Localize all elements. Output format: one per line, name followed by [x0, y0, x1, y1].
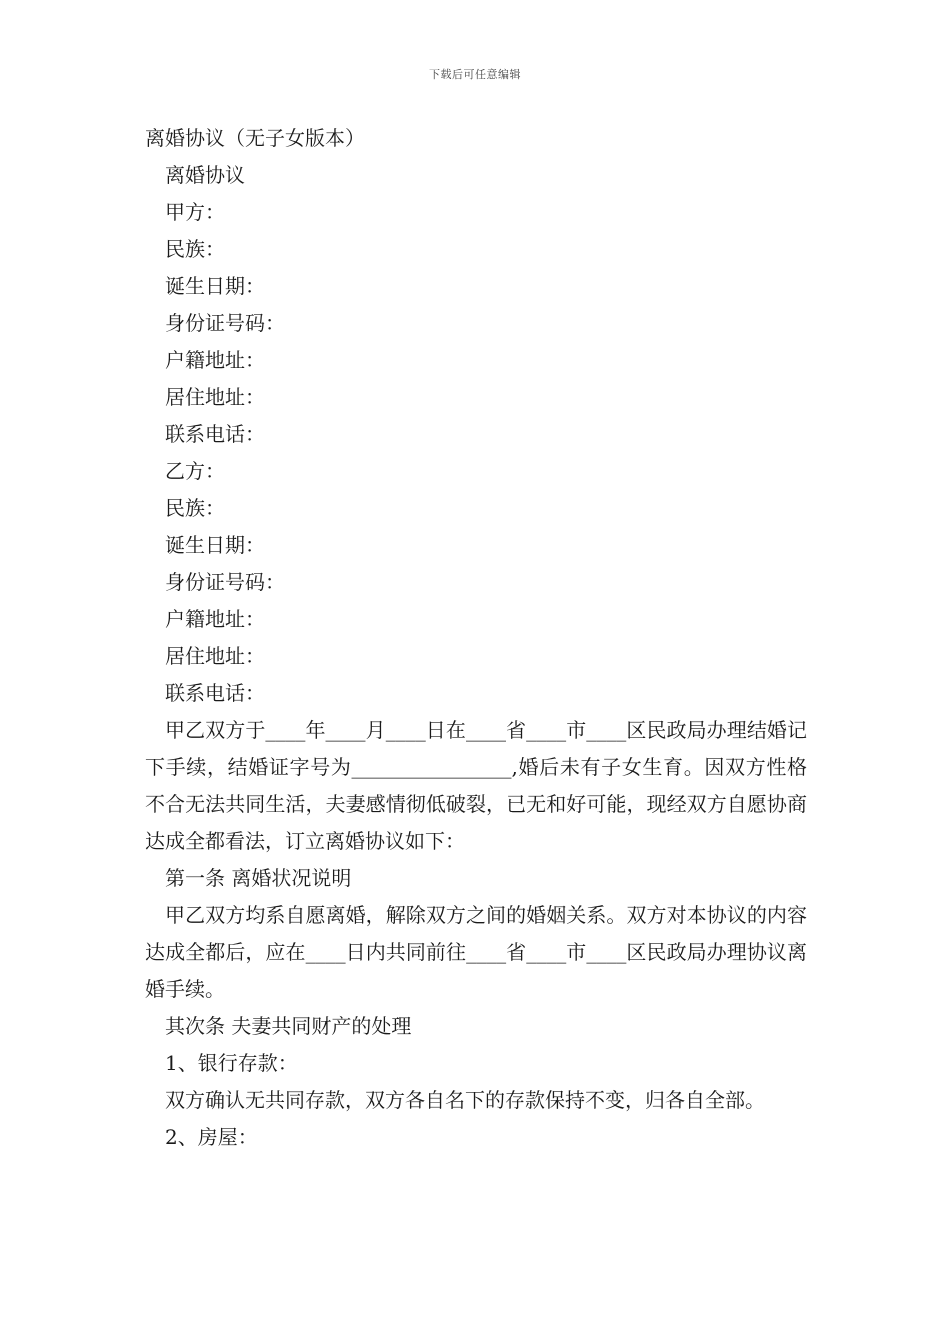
agreement-heading: 离婚协议	[165, 163, 245, 187]
party-a-label: 甲方：	[165, 200, 225, 224]
document-title: 离婚协议（无子女版本）	[145, 126, 365, 150]
party-a-id-number: 身份证号码：	[165, 311, 285, 335]
party-a-residence-address: 居住地址：	[165, 385, 265, 409]
party-b-phone: 联系电话：	[165, 681, 265, 705]
article-1-body: 甲乙双方均系自愿离婚，解除双方之间的婚姻关系。双方对本协议的内容达成全都后，应在____日内共同前往____省____市____区民政局办理协议离婚手续。	[145, 903, 807, 1001]
party-b-residence-address: 居住地址：	[165, 644, 265, 668]
party-a-ethnicity: 民族：	[165, 237, 225, 261]
party-b-household-address: 户籍地址：	[165, 607, 265, 631]
header-note: 下载后可任意编辑	[429, 68, 521, 81]
article-2-item-2-heading: 2、房屋：	[165, 1125, 258, 1149]
party-b-birthdate: 诞生日期：	[165, 533, 265, 557]
article-1-heading: 第一条 离婚状况说明	[165, 866, 352, 890]
party-b-ethnicity: 民族：	[165, 496, 225, 520]
party-b-label: 乙方：	[165, 459, 225, 483]
party-a-birthdate: 诞生日期：	[165, 274, 265, 298]
article-2-item-1-heading: 1、银行存款：	[165, 1051, 298, 1075]
party-a-household-address: 户籍地址：	[165, 348, 265, 372]
intro-paragraph: 甲乙双方于____年____月____日在____省____市____区民政局办理结婚记下手续，结婚证字号为________________,婚后未有子女生育。因双方性格不合无法共同生活，夫妻感情彻低破裂，已无和好可能，现经双方自愿协商达成全都看法，订立离婚协议如下：	[145, 718, 807, 853]
document-body	[145, 120, 807, 1156]
party-b-id-number: 身份证号码：	[165, 570, 285, 594]
article-2-heading: 其次条 夫妻共同财产的处理	[165, 1014, 412, 1038]
article-2-item-1-body: 双方确认无共同存款，双方各自名下的存款保持不变，归各自全部。	[165, 1088, 765, 1112]
party-a-phone: 联系电话：	[165, 422, 265, 446]
